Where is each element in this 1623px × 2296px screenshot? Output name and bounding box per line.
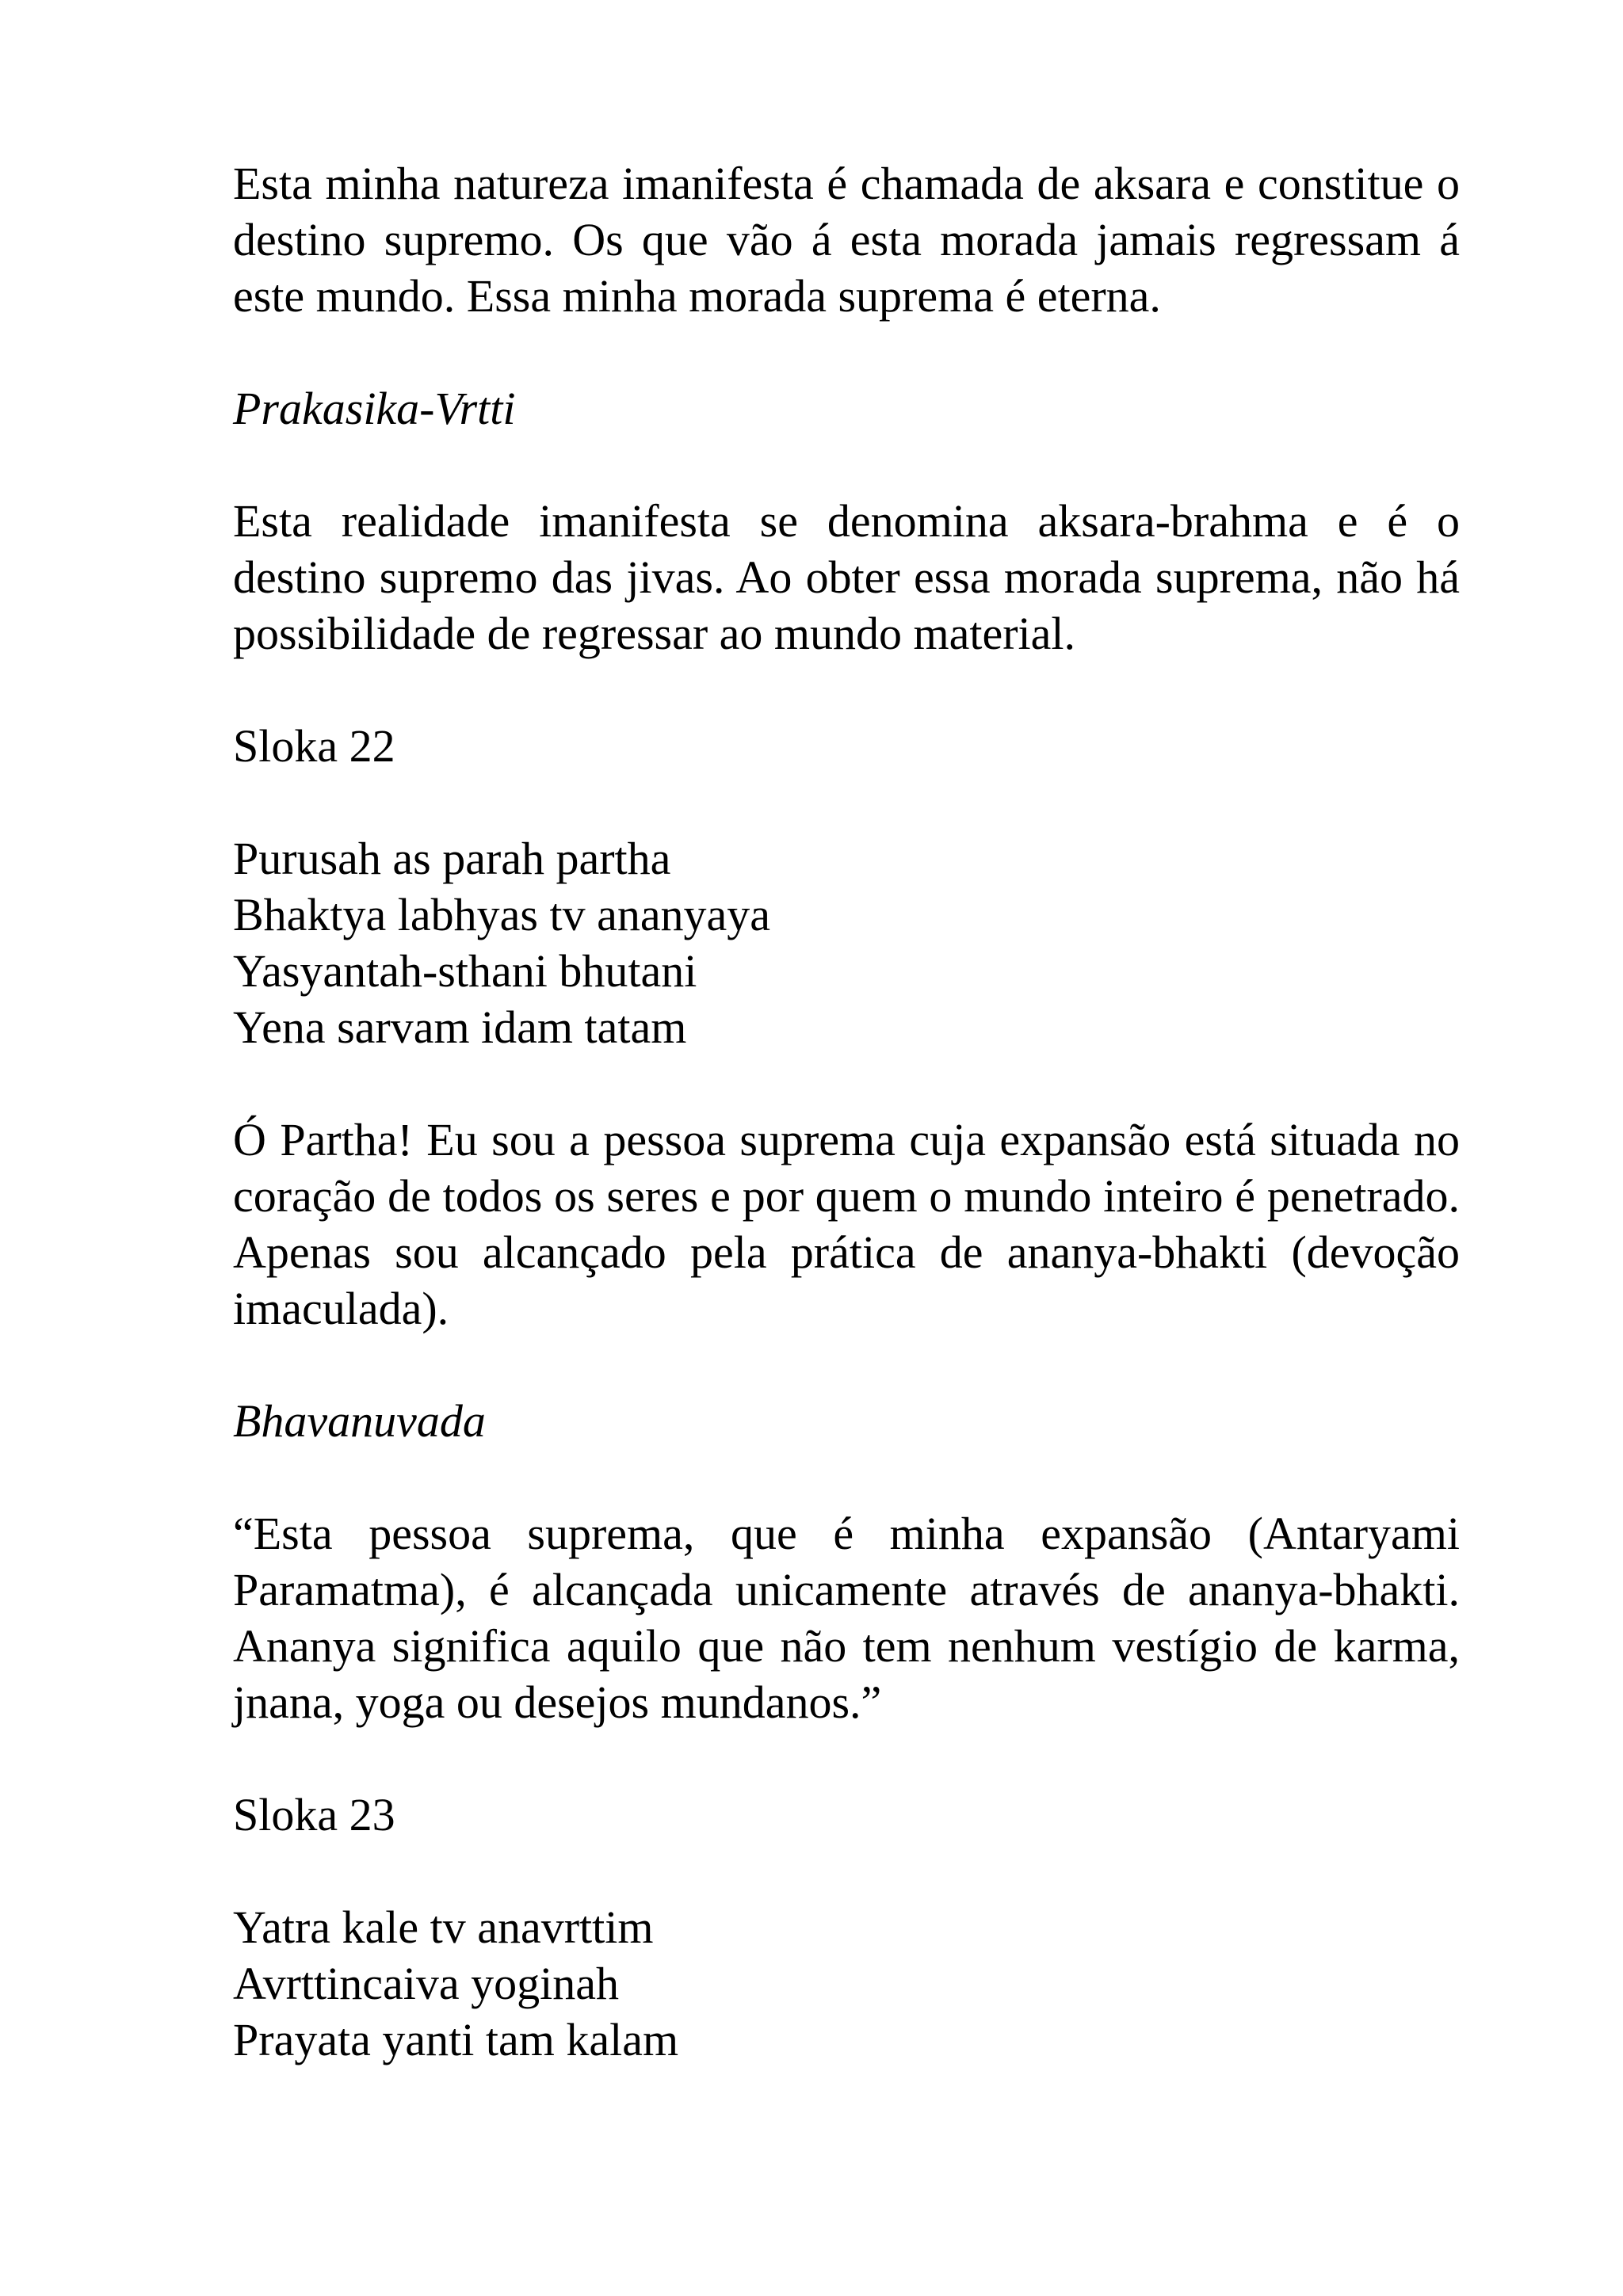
paragraph-commentary-21: Esta realidade imanifesta se denomina aksara-brahma e é o destino supremo das jivas. Ao obter essa morada suprema, não há possibilidade de regressar ao mundo material. — [233, 495, 1460, 659]
heading-prakasika-vrtti: Prakasika-Vrtti — [233, 383, 516, 434]
document-page — [233, 155, 1460, 2068]
verse-line: Purusah as parah partha — [233, 833, 671, 884]
verse-line: Yatra kale tv anavrttim — [233, 1901, 654, 1953]
paragraph-translation-22: Ó Partha! Eu sou a pessoa suprema cuja expansão está situada no coração de todos os seres e por quem o mundo inteiro é penetrado. Apenas sou alcançado pela prática de ananya-bhakti (devoção imaculada). — [233, 1114, 1460, 1334]
heading-sloka-23: Sloka 23 — [233, 1789, 395, 1840]
paragraph-commentary-22: “Esta pessoa suprema, que é minha expansão (Antaryami Paramatma), é alcançada unicamente através de ananya-bhakti. Ananya significa aquilo que não tem nenhum vestígio de karma, jnana, yoga ou desejos mundanos.” — [233, 1508, 1460, 1728]
verse-line: Yena sarvam idam tatam — [233, 1001, 687, 1053]
heading-sloka-22: Sloka 22 — [233, 720, 395, 772]
verse-line: Avrttincaiva yoginah — [233, 1958, 619, 2009]
verse-sloka-22 — [233, 830, 1460, 1055]
verse-sloka-23 — [233, 1899, 1460, 2068]
verse-line: Yasyantah-sthani bhutani — [233, 945, 697, 997]
verse-line: Prayata yanti tam kalam — [233, 2014, 679, 2065]
heading-bhavanuvada: Bhavanuvada — [233, 1395, 486, 1447]
verse-line: Bhaktya labhyas tv ananyaya — [233, 889, 771, 940]
paragraph-translation-21: Esta minha natureza imanifesta é chamada de aksara e constitue o destino supremo. Os que vão á esta morada jamais regressam á este mundo. Essa minha morada suprema é eterna. — [233, 158, 1460, 322]
